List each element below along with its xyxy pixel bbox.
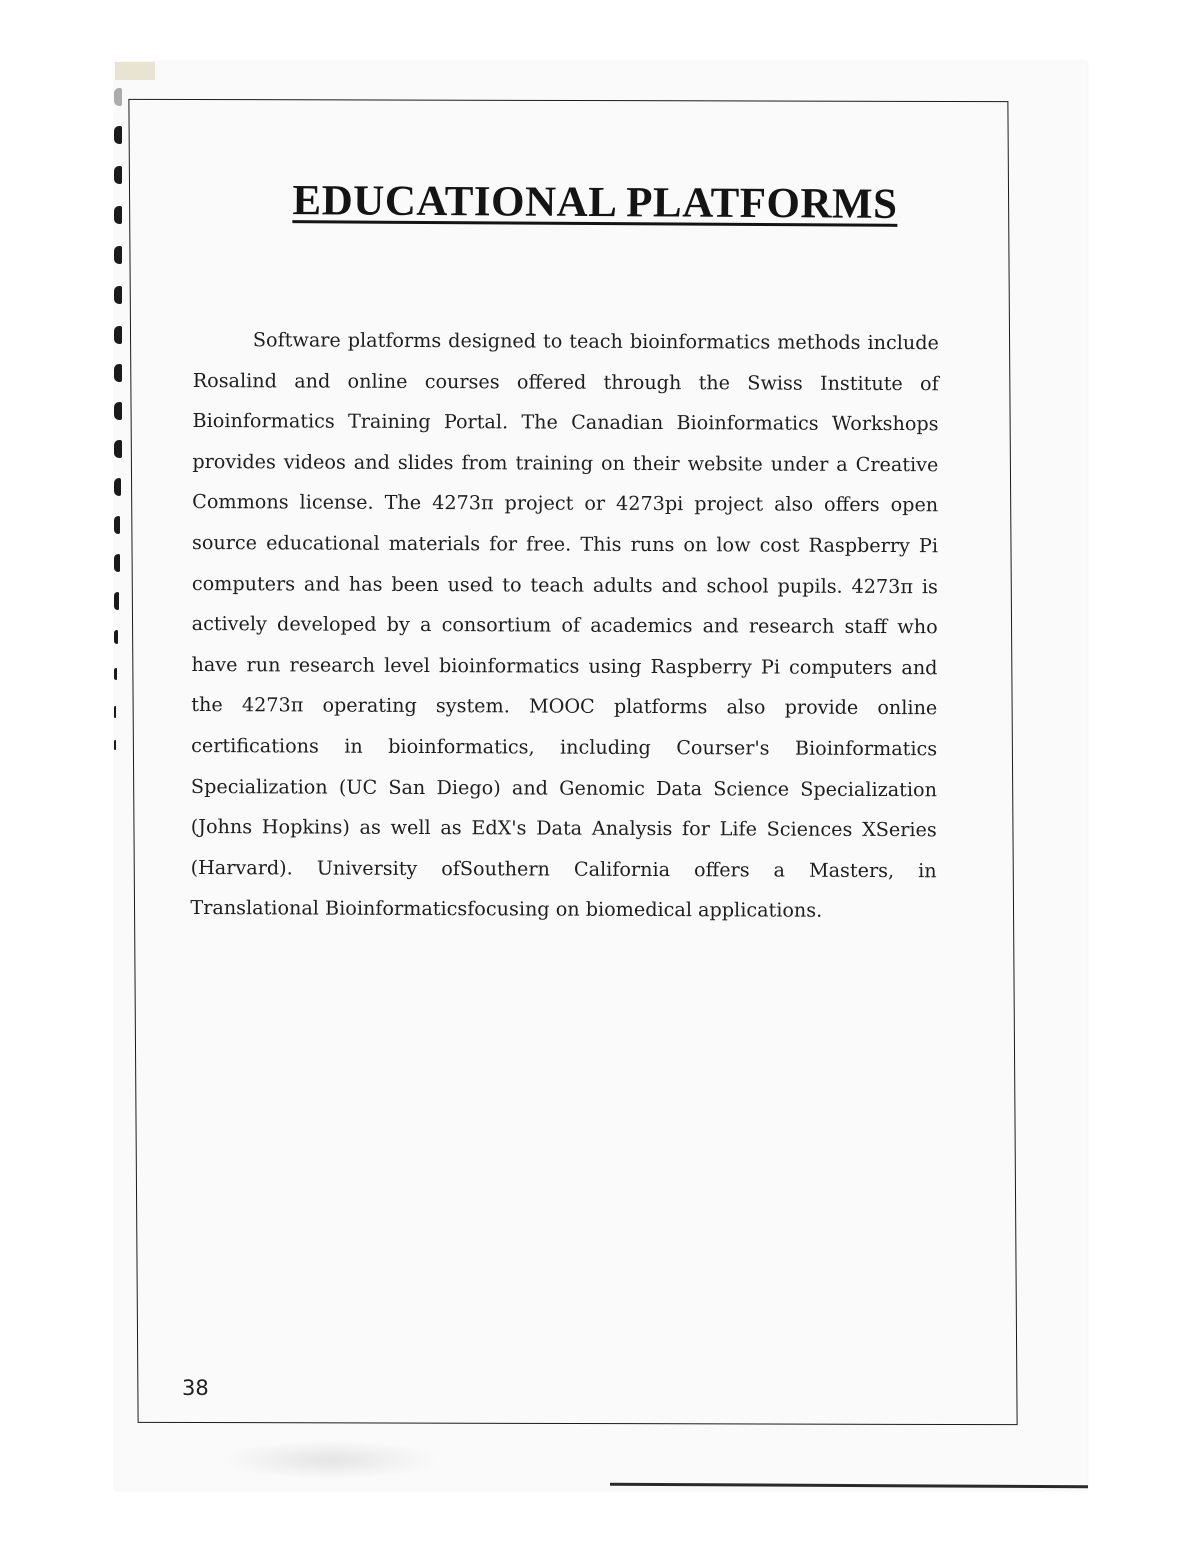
binding-hole bbox=[114, 326, 122, 344]
binding-hole bbox=[114, 668, 117, 680]
binding-hole bbox=[114, 286, 122, 304]
binding-hole bbox=[114, 478, 121, 496]
binding-hole bbox=[114, 126, 122, 144]
binding-hole bbox=[114, 402, 122, 420]
binding-hole bbox=[114, 706, 116, 718]
paper-smudge bbox=[220, 1440, 440, 1480]
binding-hole bbox=[114, 740, 116, 750]
binding-hole bbox=[114, 440, 122, 458]
binding-hole bbox=[114, 554, 120, 572]
binding-hole bbox=[114, 592, 119, 610]
binding-hole bbox=[114, 630, 118, 644]
binding-hole bbox=[114, 88, 122, 106]
page-number: 38 bbox=[182, 1376, 209, 1400]
sheet-corner-shadow bbox=[115, 62, 155, 80]
binding-hole bbox=[114, 516, 120, 534]
page-title: EDUCATIONAL PLATFORMS bbox=[292, 177, 898, 228]
binding-hole bbox=[114, 364, 122, 382]
body-paragraph: Software platforms designed to teach bioinformatics methods include Rosalind and online courses offered through the Swiss Institute of Bioinformatics Training Portal. The Canadian Bioinformatics Workshops provides videos and slides from training on their website under a Creative Commons license. The 4273π project or 4273pi project also offers open source educational materials for free. This runs on low cost Raspberry Pi computers and has been used to teach adults and school pupils. 4273π is actively developed by a consortium of academics and research staff who have run research level bioinformatics using Raspberry Pi computers and the 4273π operating system. MOOC platforms also provide online certifications in bioinformatics, including Courser's Bioinformatics Specialization (UC San Diego) and Genomic Data Science Specialization (Johns Hopkins) as well as EdX's Data Analysis for Life Sciences XSeries (Harvard). University ofSouthern California offers a Masters, in Translational Bioinformaticsfocusing on biomedical applications. bbox=[190, 328, 939, 923]
binding-hole bbox=[114, 246, 122, 264]
